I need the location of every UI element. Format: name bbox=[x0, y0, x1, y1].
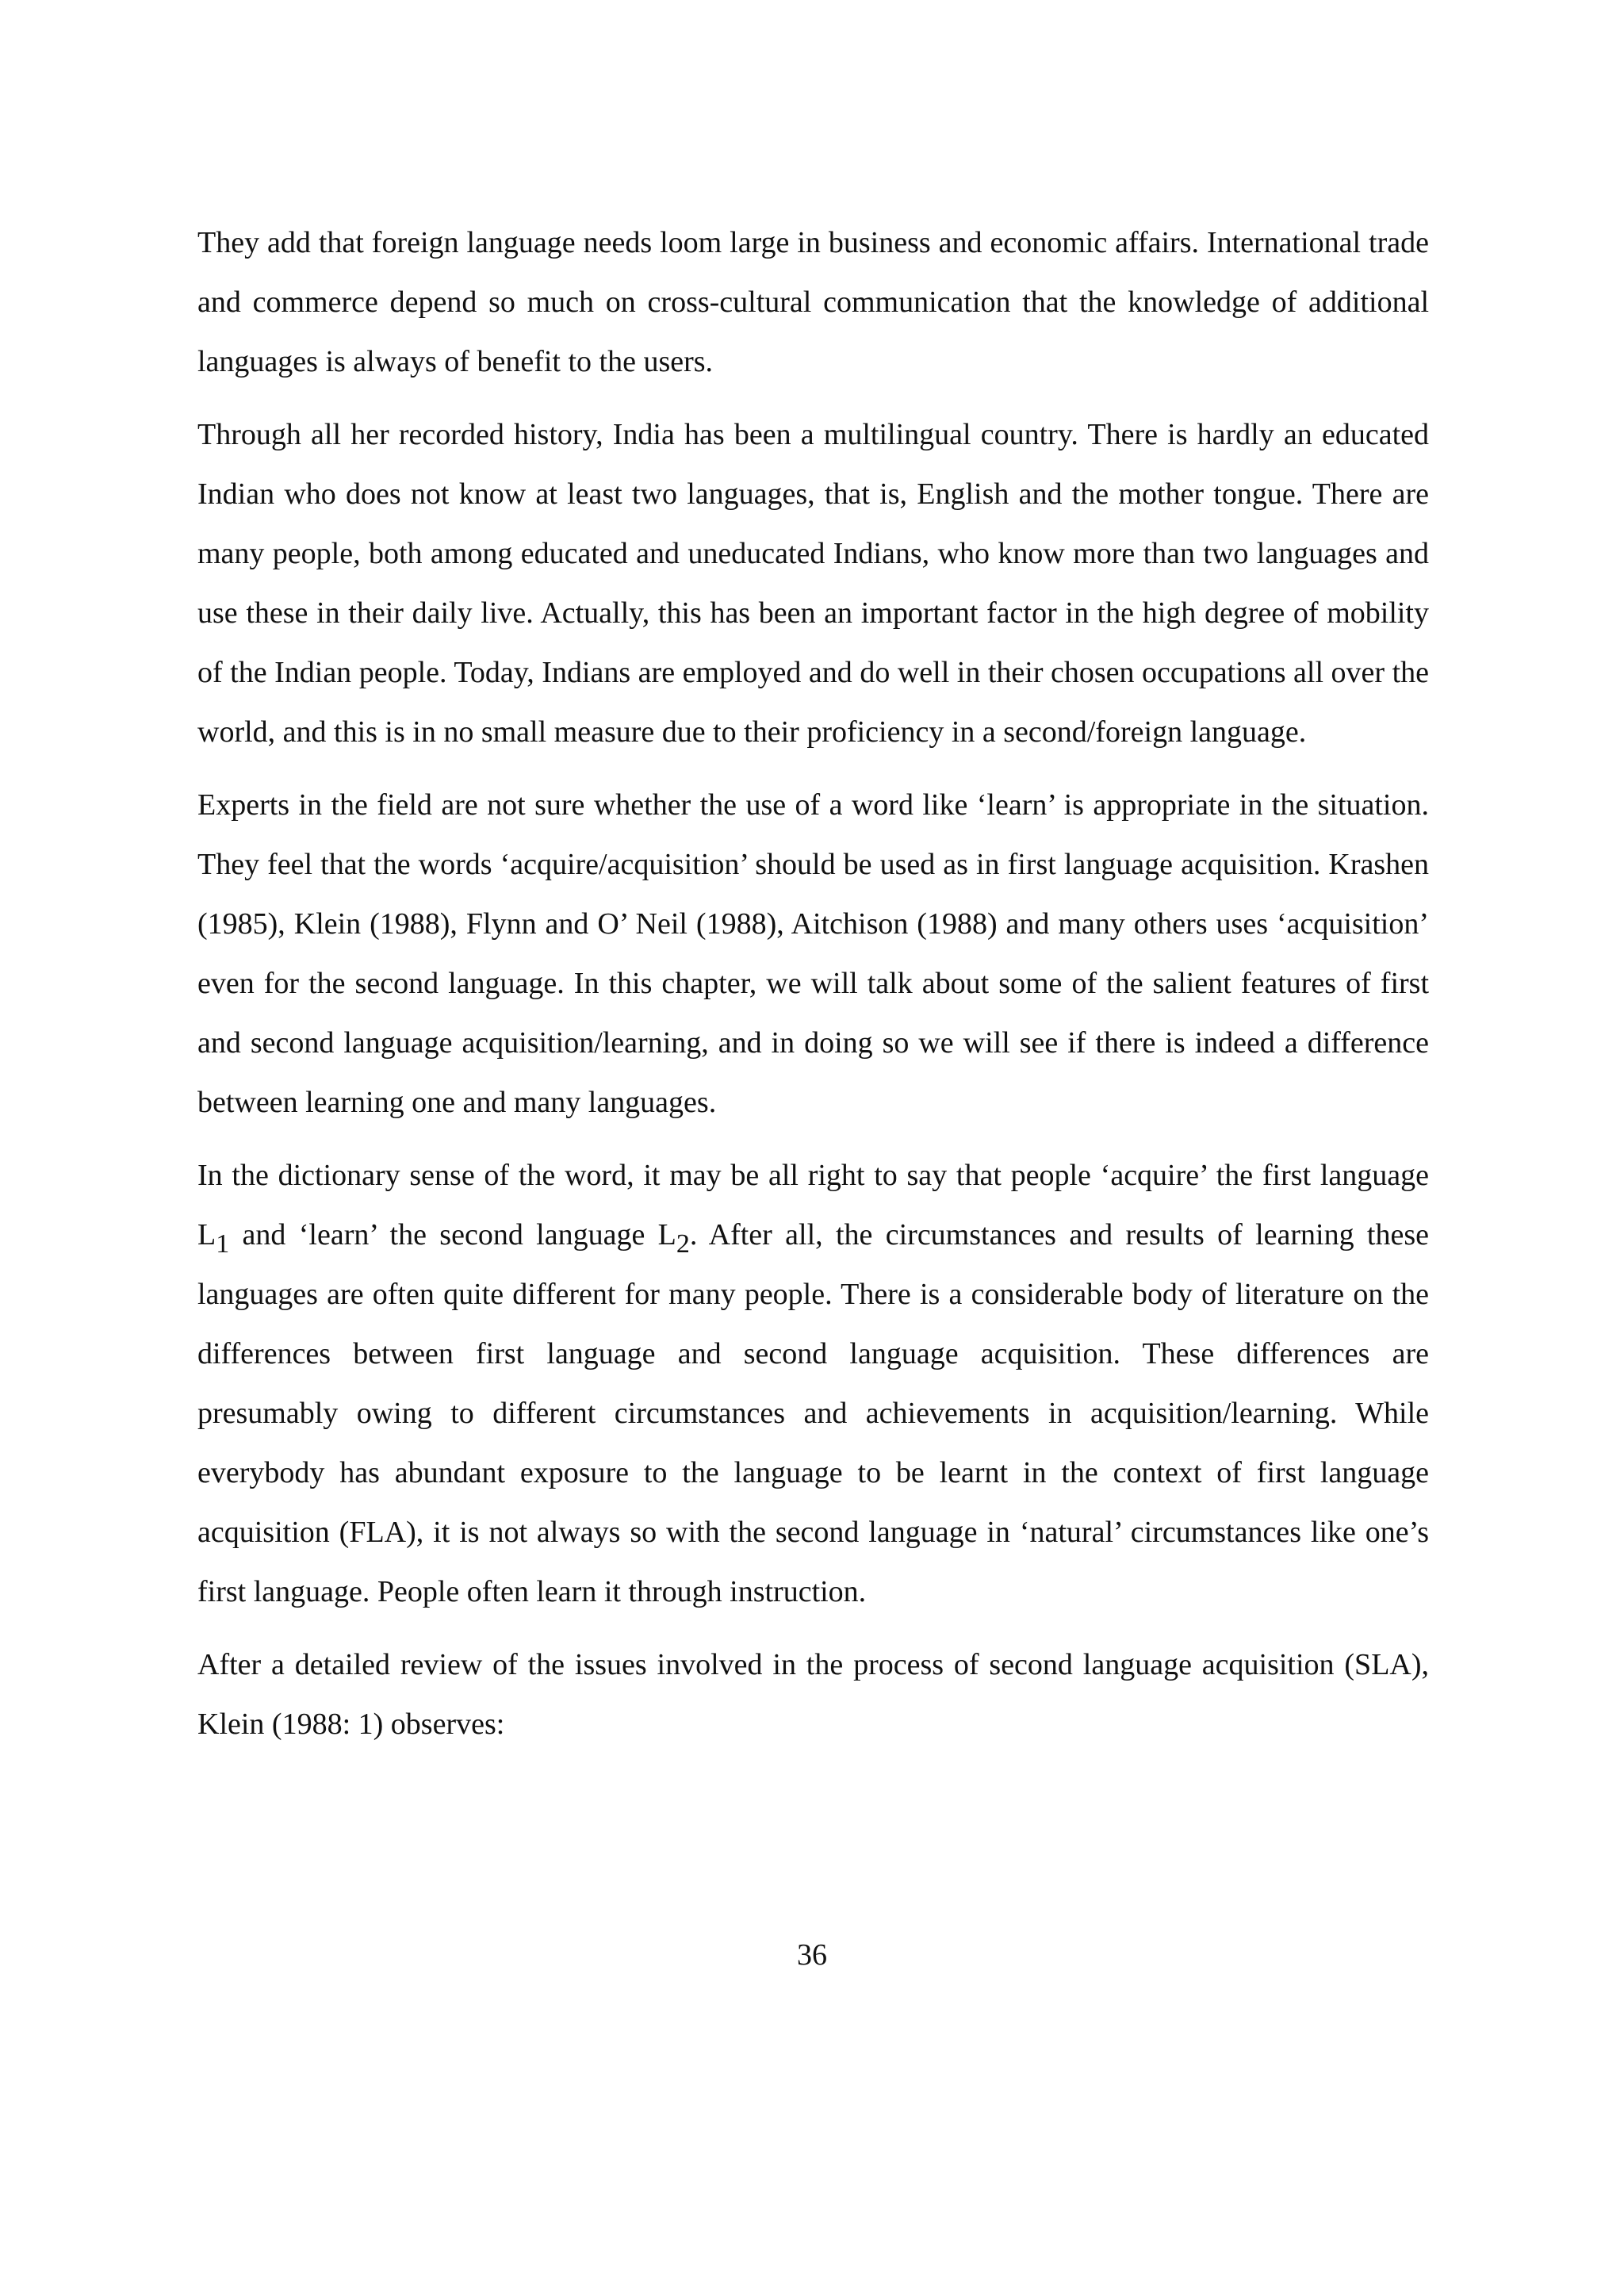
paragraph-dictionary-sense-part3: . After all, the circumstances and results of learning these languages are often quite different for many people. There is a considerable body of literature on the differences between first language and second language acquisition. These differences are presumably owing to different circumstances and achievements in acquisition/learning. While everybody has abundant exposure to the language to be learnt in the context of first language acquisition (FLA), it is not always so with the second language in ‘natural’ circumstances like one’s first language. People often learn it through instruction. bbox=[197, 1218, 1429, 1608]
body-text bbox=[197, 213, 1429, 1754]
page-number: 36 bbox=[797, 1938, 827, 1972]
paragraph-foreign-language-needs: They add that foreign language needs loom large in business and economic affairs. International trade and commerce depend so much on cross-cultural communication that the knowledge of additional languages is always of benefit to the users. bbox=[197, 226, 1429, 378]
paragraph-learn-vs-acquire: Experts in the field are not sure whether the use of a word like ‘learn’ is appropriate in the situation. They feel that the words ‘acquire/acquisition’ should be used as in first language acquisition. Krashen (1985), Klein (1988), Flynn and O’ Neil (1988), Aitchison (1988) and many others uses ‘acquisition’ even for the second language. In this chapter, we will talk about some of the salient features of first and second language acquisition/learning, and in doing so we will see if there is indeed a difference between learning one and many languages. bbox=[197, 788, 1429, 1119]
subscript-l1: 1 bbox=[216, 1229, 230, 1259]
paragraph-india-multilingual: Through all her recorded history, India has been a multilingual country. There is hardly an educated Indian who does not know at least two languages, that is, English and the mother tongue. There are many people, both among educated and uneducated Indians, who know more than two languages and use these in their daily live. Actually, this has been an important factor in the high degree of mobility of the Indian people. Today, Indians are employed and do well in their chosen occupations all over the world, and this is in no small measure due to their proficiency in a second/foreign language. bbox=[197, 418, 1429, 749]
paragraph-dictionary-sense-part2: and ‘learn’ the second language L bbox=[229, 1218, 676, 1251]
paragraph-klein-observes: After a detailed review of the issues involved in the process of second language acquisition (SLA), Klein (1988: 1) observes: bbox=[197, 1648, 1429, 1741]
paragraph-dictionary-sense bbox=[197, 1146, 1429, 1622]
paragraph-dictionary-sense-part1: In the dictionary sense of the word, it may be all right to say that people ‘acquire’ the first language L bbox=[197, 1159, 1429, 1251]
subscript-l2: 2 bbox=[676, 1229, 690, 1259]
